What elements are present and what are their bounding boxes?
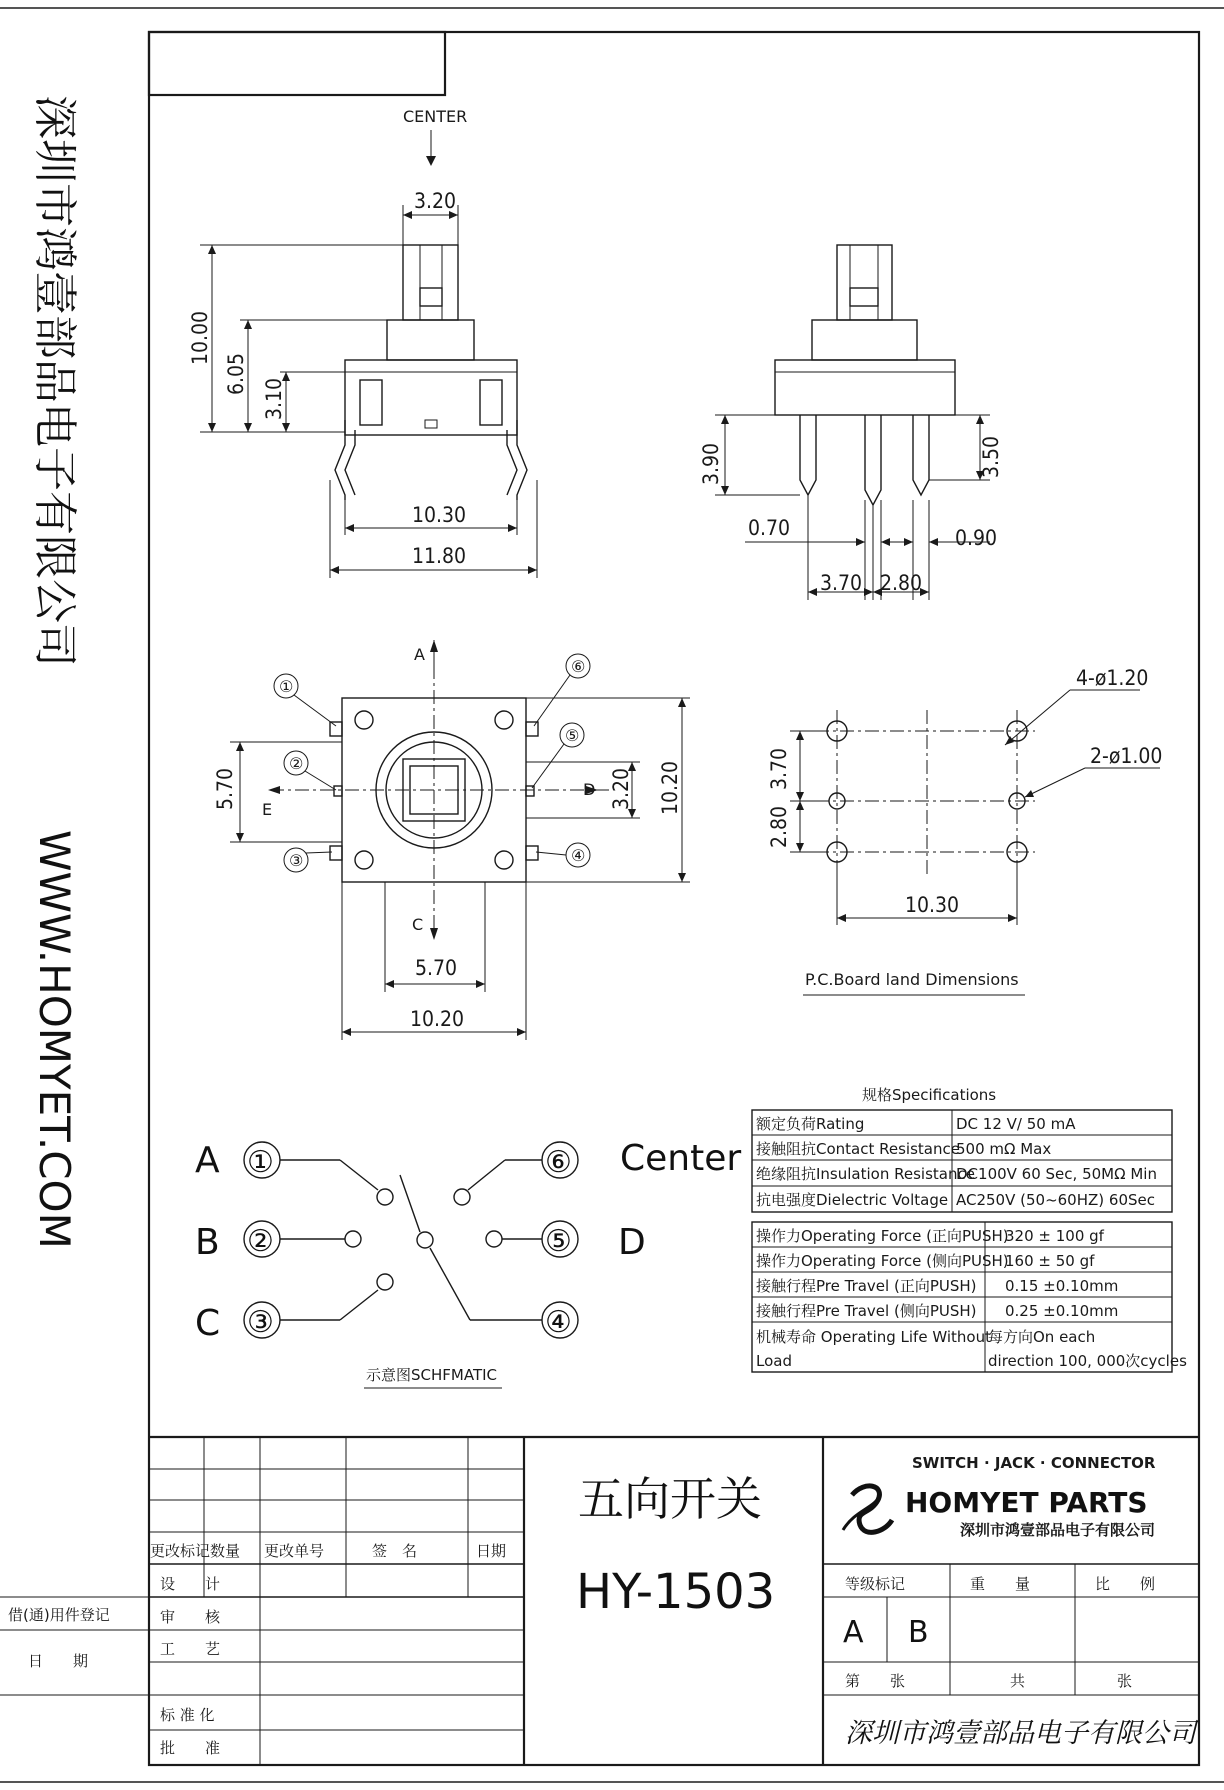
dim-10-20-bottom: 10.20 (410, 1007, 465, 1031)
role-design: 设 计 (160, 1575, 221, 1593)
sheet-no: 第 张 (845, 1672, 906, 1690)
dim-0-90: 0.90 (955, 526, 998, 550)
spec-a0-v: DC 12 V/ 50 mA (956, 1115, 1076, 1133)
pcb-caption: P.C.Board land Dimensions (805, 970, 1019, 989)
specs-title: 规格Specifications (862, 1086, 997, 1104)
sch-pin-2: ② (247, 1224, 274, 1259)
top-view (213, 640, 690, 1040)
dim-5-70-bottom: 5.70 (415, 956, 458, 980)
sch-pin-4: ④ (545, 1305, 572, 1340)
side-company-text (29, 95, 80, 667)
company-script: 深圳市鸿壹部品电子有限公司 (845, 1718, 1196, 1749)
grade-header: 等级标记 (845, 1575, 906, 1593)
spec-a1-v: 500 mΩ Max (956, 1140, 1052, 1158)
dim-3-70: 3.70 (820, 571, 863, 595)
dim-10-00: 10.00 (188, 310, 212, 365)
brand-logo-icon (843, 1486, 892, 1532)
hole-a-label: 4-ø1.20 (1076, 666, 1149, 690)
sch-letter-a: A (195, 1140, 220, 1181)
spec-b3-k: 接触行程Pre Travel (侧向PUSH) (756, 1302, 977, 1320)
dim-10-20-right: 10.20 (658, 760, 682, 815)
dim-3-20-right: 3.20 (609, 767, 633, 810)
side-website-text (30, 830, 79, 1249)
dim-0-70: 0.70 (748, 516, 791, 540)
sheet-total-label: 共 (1010, 1672, 1026, 1690)
svg-text:WWW.HOMYET.COM: WWW.HOMYET.COM (30, 830, 79, 1249)
brand-name: HOMYET PARTS (905, 1486, 1148, 1519)
spec-a3-k: 抗电强度Dielectric Voltage (756, 1191, 949, 1209)
dir-e: E (262, 800, 273, 819)
role-standard: 标 准 化 (160, 1706, 215, 1724)
dim-11-80: 11.80 (412, 544, 467, 568)
specs-table (752, 1086, 1187, 1372)
sch-pin-5: ⑤ (545, 1224, 572, 1259)
spec-a2-k: 绝缘阻抗Insulation Resistance (756, 1165, 975, 1183)
spec-b0-k: 操作力Operating Force (正向PUSH) (756, 1227, 1009, 1245)
corner-box (149, 32, 445, 95)
role-review: 审 核 (160, 1608, 221, 1626)
role-approve: 批 准 (160, 1739, 221, 1757)
sch-pin-3: ③ (247, 1305, 274, 1340)
left-register: 借(通)用件登记 (8, 1606, 110, 1624)
dim-3-20: 3.20 (414, 189, 457, 213)
left-date: 日 期 (28, 1652, 89, 1670)
front-view (188, 107, 537, 578)
sch-letter-b: B (195, 1222, 220, 1263)
callout-4: ④ (571, 846, 586, 865)
spec-a1-k: 接触阻抗Contact Resistance (756, 1140, 960, 1158)
callout-5: ⑤ (565, 726, 580, 745)
callout-1: ① (279, 677, 294, 696)
pcb-dim-2-80: 2.80 (767, 805, 791, 848)
pcb-dim-3-70: 3.70 (767, 747, 791, 790)
spec-b4-k: 机械寿命 Operating Life Without (756, 1328, 991, 1346)
spec-b2-v: 0.15 ±0.10mm (1005, 1277, 1119, 1295)
callout-6: ⑥ (571, 657, 586, 676)
dir-d: D (583, 780, 596, 799)
spec-b1-v: 160 ± 50 gf (1005, 1252, 1095, 1270)
side-view (699, 245, 1003, 600)
dim-3-90: 3.90 (699, 442, 723, 485)
dir-a: A (414, 645, 425, 664)
dim-2-80: 2.80 (880, 571, 923, 595)
spec-a2-v: DC100V 60 Sec, 50MΩ Min (956, 1165, 1157, 1183)
pcb-land (767, 666, 1162, 995)
callout-2: ② (289, 754, 304, 773)
dim-10-30: 10.30 (412, 503, 467, 527)
sch-pin-6: ⑥ (545, 1145, 572, 1180)
sch-letter-c: C (195, 1303, 221, 1344)
rev-header-2: 更改单号 (264, 1542, 325, 1560)
rev-header-3: 签 名 (372, 1542, 418, 1560)
sch-letter-center: Center (620, 1138, 742, 1179)
spec-b0-v: 320 ± 100 gf (1005, 1227, 1104, 1245)
grade-b: B (908, 1615, 929, 1650)
spec-a0-k: 额定负荷Rating (756, 1115, 865, 1133)
spec-b5-v: direction 100, 000次cycles (988, 1352, 1187, 1370)
dim-5-70-left: 5.70 (213, 767, 237, 810)
title-block (0, 1437, 1199, 1765)
spec-b1-k: 操作力Operating Force (侧向PUSH) (756, 1252, 1009, 1270)
center-label: CENTER (403, 107, 468, 126)
grade-a: A (843, 1615, 864, 1650)
weight-header: 重 量 (970, 1575, 1031, 1593)
dim-3-50: 3.50 (979, 435, 1003, 478)
svg-text:深圳市鸿壹部品电子有限公司: 深圳市鸿壹部品电子有限公司 (29, 95, 80, 667)
role-process: 工 艺 (160, 1640, 221, 1658)
product-name: 五向开关 (578, 1472, 762, 1526)
pcb-dim-10-30: 10.30 (905, 893, 960, 917)
model-number: HY-1503 (576, 1564, 776, 1620)
hole-b-label: 2-ø1.00 (1090, 744, 1163, 768)
sch-letter-d: D (618, 1222, 646, 1263)
spec-b2-k: 接触行程Pre Travel (正向PUSH) (756, 1277, 977, 1295)
sheet-unit: 张 (1117, 1672, 1133, 1690)
dim-6-05: 6.05 (224, 352, 248, 395)
callout-3: ③ (289, 851, 304, 870)
dim-3-10: 3.10 (262, 377, 286, 420)
dir-c: C (412, 915, 424, 934)
schematic-caption: 示意图SCHFMATIC (366, 1366, 498, 1384)
rev-header-1: 数量 (210, 1542, 241, 1560)
spec-b3-v: 0.25 ±0.10mm (1005, 1302, 1119, 1320)
spec-b5-k: Load (756, 1352, 792, 1370)
spec-b4-v: 每方向On each (988, 1328, 1096, 1346)
rev-header-0: 更改标记 (150, 1542, 211, 1560)
rev-header-4: 日期 (476, 1542, 507, 1560)
spec-a3-v: AC250V (50~60HZ) 60Sec (956, 1191, 1155, 1209)
brand-sub: 深圳市鸿壹部品电子有限公司 (960, 1521, 1156, 1539)
schematic (195, 1138, 741, 1388)
sch-pin-1: ① (247, 1145, 274, 1180)
brand-tag: SWITCH · JACK · CONNECTOR (912, 1454, 1156, 1472)
scale-header: 比 例 (1095, 1575, 1156, 1593)
